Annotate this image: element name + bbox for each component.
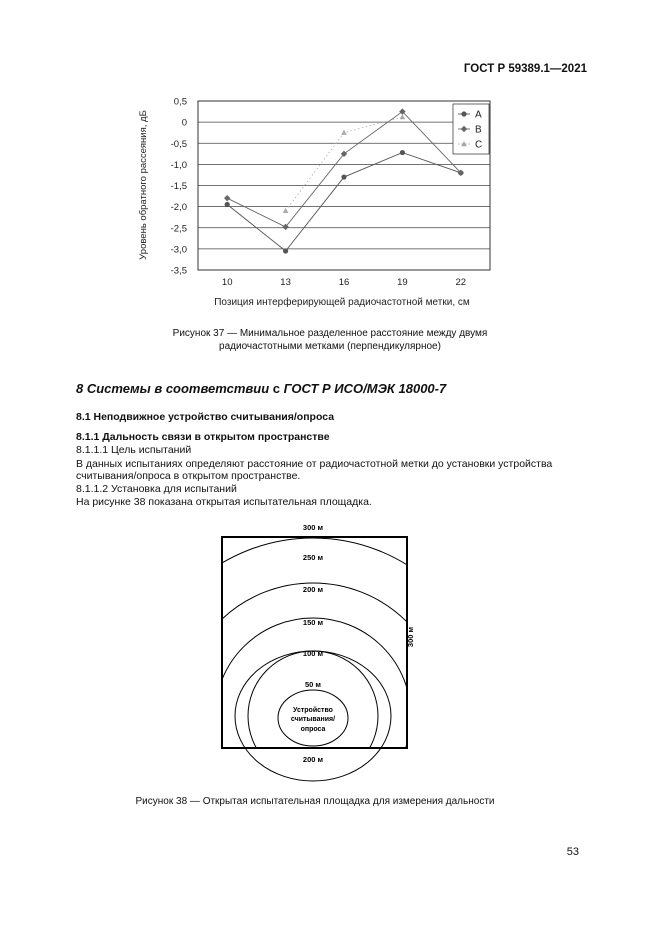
chart-x-tick-label: 19 bbox=[397, 277, 408, 288]
reader-label-line3: опроса bbox=[300, 726, 326, 733]
heading-8-1-1-1: 8.1.1.1 Цель испытаний bbox=[76, 444, 192, 456]
chart-x-axis-label: Позиция интерферирующей радиочастотной метки, см bbox=[214, 297, 470, 308]
chart-series bbox=[224, 108, 464, 253]
label-300m-top: 300 м bbox=[302, 523, 324, 532]
chart-x-ticks bbox=[222, 277, 466, 288]
chart-x-tick-label: 22 bbox=[455, 277, 467, 288]
figure-37-caption bbox=[120, 327, 540, 353]
chart-point-b bbox=[224, 195, 230, 201]
reader-label-line2: считывания/ bbox=[290, 716, 336, 723]
chart-grid bbox=[198, 122, 490, 249]
heading-8-1-1-2: 8.1.1.2 Установка для испытаний bbox=[76, 483, 237, 495]
page-number: 53 bbox=[566, 846, 579, 858]
figure-37-caption-line2: радиочастотными метками (перпендикулярное) bbox=[219, 341, 441, 352]
chart-y-tick-label: -2,5 bbox=[170, 223, 187, 235]
heading-8-1-1: 8.1.1 Дальность связи в открытом пространстве bbox=[76, 431, 330, 443]
chart-point-a bbox=[400, 150, 405, 155]
section-8-heading bbox=[76, 381, 446, 396]
label-300m-right: 300 м bbox=[406, 626, 415, 648]
diagram-figure-38 bbox=[200, 515, 430, 790]
label-200m: 200 м bbox=[302, 585, 324, 594]
chart-y-tick-label: -0,5 bbox=[170, 138, 187, 150]
chart-point-a bbox=[341, 174, 346, 179]
label-200m-bottom: 200 м bbox=[302, 755, 324, 764]
chart-y-tick-label: -3,5 bbox=[170, 265, 187, 277]
chart-point-c bbox=[341, 130, 347, 135]
paragraph-2: На рисунке 38 показана открытая испытательная площадка. bbox=[76, 496, 372, 508]
document-header: ГОСТ Р 59389.1—2021 bbox=[463, 63, 587, 75]
chart-y-tick-label: 0 bbox=[181, 117, 187, 129]
section-8-heading-italic: 8 Системы в соответствии bbox=[76, 381, 270, 396]
chart-point-c bbox=[400, 114, 406, 119]
chart-y-axis-label: Уровень обратного рассеяния, дБ bbox=[138, 110, 149, 260]
chart-point-a bbox=[225, 202, 230, 207]
chart-x-tick-label: 13 bbox=[280, 277, 291, 288]
paragraph-1-line2: считывания/опроса в открытом пространстве. bbox=[76, 470, 301, 482]
chart-y-tick-label: -1,0 bbox=[170, 159, 187, 171]
section-8-heading-standard: ГОСТ Р ИСО/МЭК 18000-7 bbox=[283, 381, 447, 396]
reader-label-line1: Устройство bbox=[293, 707, 333, 714]
chart-x-tick-label: 10 bbox=[221, 277, 233, 288]
chart-legend bbox=[453, 104, 489, 154]
chart-legend-label: A bbox=[475, 109, 482, 121]
label-50m: 50 м bbox=[305, 680, 321, 689]
chart-y-ticks bbox=[171, 97, 187, 277]
chart-y-tick-label: -1,5 bbox=[170, 181, 187, 192]
section-8-heading-mid: с bbox=[269, 381, 284, 396]
chart-legend-marker bbox=[461, 111, 466, 116]
figure-37-caption-line1: Рисунок 37 — Минимальное разделенное расстояние между двумя bbox=[172, 328, 488, 339]
chart-point-a bbox=[283, 248, 288, 253]
figure-38-caption: Рисунок 38 — Открытая испытательная площадка для измерения дальности bbox=[135, 796, 495, 807]
range-ring-150 bbox=[215, 618, 411, 790]
chart-series-line-a bbox=[227, 153, 461, 251]
chart-figure-37 bbox=[130, 92, 510, 314]
paragraph-1-line1: В данных испытаниях определяют расстояние от радиочастотной метки до установки устройства bbox=[76, 458, 553, 470]
chart-legend-label: B bbox=[475, 124, 482, 136]
chart-y-tick-label: -2,0 bbox=[170, 202, 187, 214]
chart-y-tick-label: -3,0 bbox=[170, 244, 187, 256]
label-100m: 100 м bbox=[302, 649, 324, 658]
label-150m: 150 м bbox=[302, 618, 324, 627]
heading-8-1: 8.1 Неподвижное устройство считывания/опроса bbox=[76, 411, 335, 423]
chart-y-tick-label: 0,5 bbox=[173, 96, 187, 108]
chart-legend-label: C bbox=[475, 139, 483, 151]
chart-x-tick-label: 16 bbox=[338, 277, 350, 288]
chart-series-line-b bbox=[227, 112, 461, 227]
label-250m: 250 м bbox=[302, 553, 324, 562]
chart-point-c bbox=[283, 208, 289, 213]
